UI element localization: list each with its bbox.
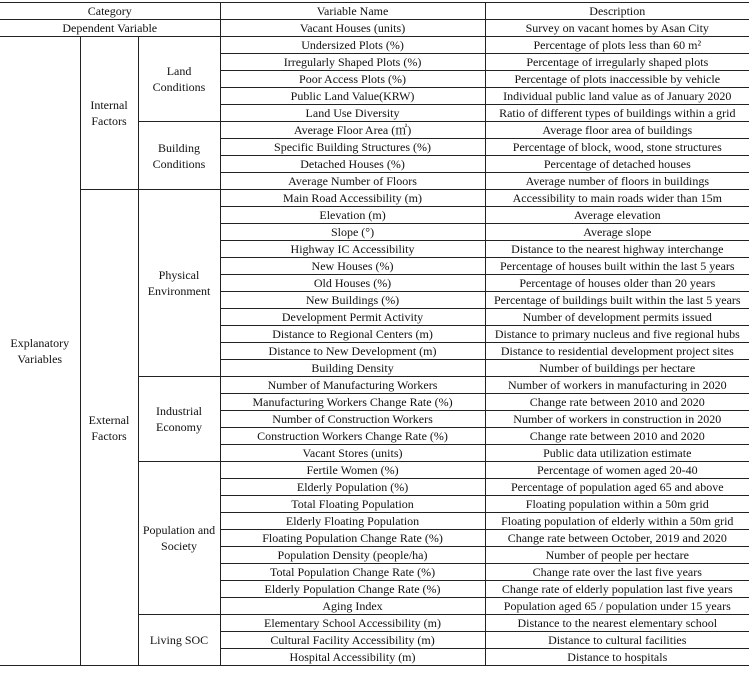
variable-name-cell: Aging Index [220, 598, 485, 615]
variable-name-cell: Irregularly Shaped Plots (%) [220, 54, 485, 71]
variable-name-cell: Population Density (people/ha) [220, 547, 485, 564]
description-cell: Number of workers in construction in 2020 [485, 411, 749, 428]
header-row [0, 3, 749, 20]
explanatory-label: Explanatory Variables [0, 37, 80, 666]
variable-name-cell: Old Houses (%) [220, 275, 485, 292]
variable-name-cell: Total Population Change Rate (%) [220, 564, 485, 581]
description-cell: Average number of floors in buildings [485, 173, 749, 190]
variable-name-cell: Specific Building Structures (%) [220, 139, 485, 156]
variable-name-cell: Hospital Accessibility (m) [220, 649, 485, 666]
description-cell: Percentage of buildings built within the last 5 years [485, 292, 749, 309]
variable-name-cell: Number of Manufacturing Workers [220, 377, 485, 394]
subgroup-label: Living SOC [138, 615, 220, 666]
description-cell: Percentage of irregularly shaped plots [485, 54, 749, 71]
description-cell: Public data utilization estimate [485, 445, 749, 462]
variable-name-cell: Elderly Population Change Rate (%) [220, 581, 485, 598]
variable-name-cell: Average Number of Floors [220, 173, 485, 190]
description-cell: Percentage of plots less than 60 m² [485, 37, 749, 54]
variable-name-cell: New Houses (%) [220, 258, 485, 275]
description-cell: Distance to the nearest elementary school [485, 615, 749, 632]
dependent-label: Dependent Variable [0, 20, 220, 37]
variable-name-cell: Detached Houses (%) [220, 156, 485, 173]
factor-label: Internal Factors [80, 37, 138, 190]
variable-name-cell: Elderly Floating Population [220, 513, 485, 530]
variable-name-cell: Elementary School Accessibility (m) [220, 615, 485, 632]
description-cell: Floating population of elderly within a 50m grid [485, 513, 749, 530]
variable-name-cell: Fertile Women (%) [220, 462, 485, 479]
description-cell: Change rate over the last five years [485, 564, 749, 581]
description-cell: Individual public land value as of January 2020 [485, 88, 749, 105]
description-cell: Distance to residential development project sites [485, 343, 749, 360]
description-cell: Number of people per hectare [485, 547, 749, 564]
description-cell: Average elevation [485, 207, 749, 224]
variable-name-cell: Main Road Accessibility (m) [220, 190, 485, 207]
variable-name-cell: Cultural Facility Accessibility (m) [220, 632, 485, 649]
description-cell: Change rate between 2010 and 2020 [485, 428, 749, 445]
subgroup-label: Physical Environment [138, 190, 220, 377]
description-cell: Change rate of elderly population last five years [485, 581, 749, 598]
table-wrapper [0, 2, 752, 666]
description-cell: Number of workers in manufacturing in 2020 [485, 377, 749, 394]
subgroup-label: Population and Society [138, 462, 220, 615]
header-variable-name: Variable Name [220, 3, 485, 20]
table-row [0, 37, 749, 54]
description-cell: Ratio of different types of buildings within a grid [485, 105, 749, 122]
description-cell: Distance to the nearest highway interchange [485, 241, 749, 258]
variable-name-cell: Number of Construction Workers [220, 411, 485, 428]
variable-name-cell: Distance to New Development (m) [220, 343, 485, 360]
description-cell: Percentage of houses built within the last 5 years [485, 258, 749, 275]
variable-name-cell: Undersized Plots (%) [220, 37, 485, 54]
description-cell: Number of development permits issued [485, 309, 749, 326]
dependent-variable: Vacant Houses (units) [220, 20, 485, 37]
subgroup-label: Building Conditions [138, 122, 220, 190]
variable-name-cell: Total Floating Population [220, 496, 485, 513]
variable-name-cell: Manufacturing Workers Change Rate (%) [220, 394, 485, 411]
variable-name-cell: Public Land Value(KRW) [220, 88, 485, 105]
description-cell: Percentage of plots inaccessible by vehicle [485, 71, 749, 88]
variable-name-cell: Slope (°) [220, 224, 485, 241]
description-cell: Percentage of houses older than 20 years [485, 275, 749, 292]
description-cell: Change rate between 2010 and 2020 [485, 394, 749, 411]
variable-name-cell: Land Use Diversity [220, 105, 485, 122]
subgroup-label: Industrial Economy [138, 377, 220, 462]
description-cell: Percentage of women aged 20-40 [485, 462, 749, 479]
description-cell: Distance to primary nucleus and five regional hubs [485, 326, 749, 343]
variable-name-cell: Average Floor Area (㎡) [220, 122, 485, 139]
variable-name-cell: Construction Workers Change Rate (%) [220, 428, 485, 445]
description-cell: Percentage of block, wood, stone structures [485, 139, 749, 156]
description-cell: Floating population within a 50m grid [485, 496, 749, 513]
description-cell: Change rate between October, 2019 and 2020 [485, 530, 749, 547]
description-cell: Percentage of detached houses [485, 156, 749, 173]
description-cell: Population aged 65 / population under 15 years [485, 598, 749, 615]
variable-name-cell: Elevation (m) [220, 207, 485, 224]
description-cell: Percentage of population aged 65 and above [485, 479, 749, 496]
variable-name-cell: Development Permit Activity [220, 309, 485, 326]
description-cell: Distance to cultural facilities [485, 632, 749, 649]
table-body [0, 3, 749, 666]
factor-label: External Factors [80, 190, 138, 666]
variable-name-cell: New Buildings (%) [220, 292, 485, 309]
description-cell: Average slope [485, 224, 749, 241]
header-category: Category [0, 3, 220, 20]
variable-name-cell: Distance to Regional Centers (m) [220, 326, 485, 343]
variables-table [0, 2, 749, 666]
variable-name-cell: Poor Access Plots (%) [220, 71, 485, 88]
subgroup-label: Land Conditions [138, 37, 220, 122]
variable-name-cell: Building Density [220, 360, 485, 377]
dependent-description: Survey on vacant homes by Asan City [485, 20, 749, 37]
variable-name-cell: Floating Population Change Rate (%) [220, 530, 485, 547]
description-cell: Accessibility to main roads wider than 15m [485, 190, 749, 207]
description-cell: Distance to hospitals [485, 649, 749, 666]
variable-name-cell: Elderly Population (%) [220, 479, 485, 496]
description-cell: Number of buildings per hectare [485, 360, 749, 377]
variable-name-cell: Highway IC Accessibility [220, 241, 485, 258]
description-cell: Average floor area of buildings [485, 122, 749, 139]
dependent-row [0, 20, 749, 37]
table-row [0, 190, 749, 207]
header-description: Description [485, 3, 749, 20]
variable-name-cell: Vacant Stores (units) [220, 445, 485, 462]
